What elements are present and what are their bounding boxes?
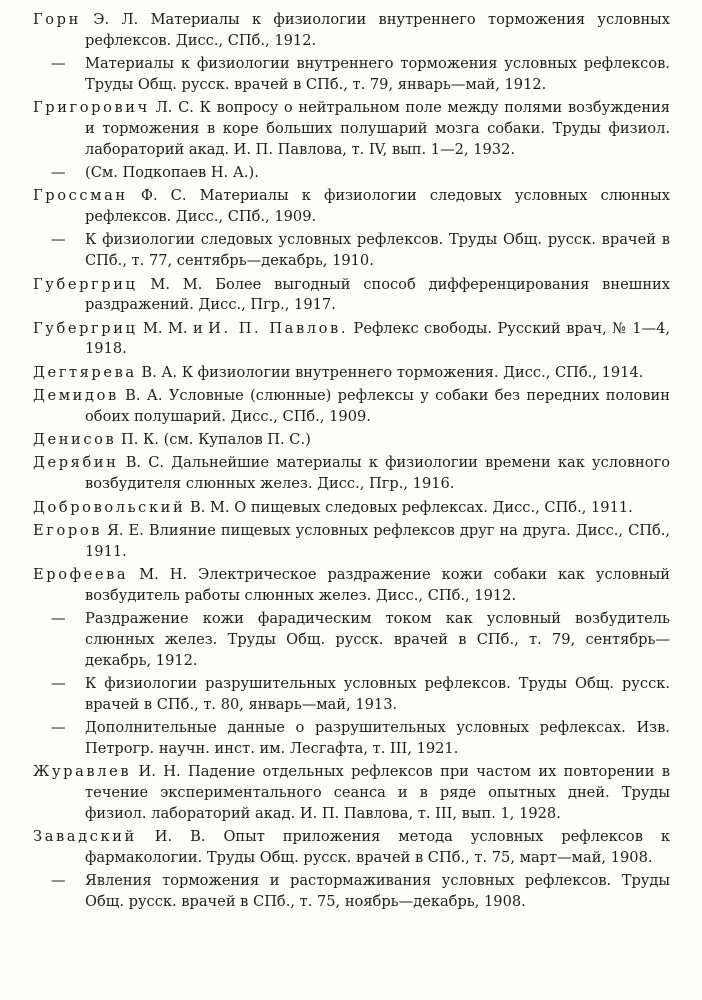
- entry-text: Явления торможения и растормаживания условных рефлексов. Труды Общ. русск. врачей в СПб., т. 75, ноябрь—декабрь, 1908.: [85, 872, 670, 910]
- entry-author: Дегтярева: [33, 363, 137, 381]
- bibliography-entry: [33, 186, 670, 228]
- bibliography-entry: [33, 163, 670, 184]
- entry-dash: —: [51, 55, 66, 73]
- entry-initials: П. К.: [120, 431, 159, 449]
- bibliography-entry: [33, 363, 670, 384]
- entry-initials: В. А.: [141, 363, 178, 381]
- entry-text: К физиологии следовых условных рефлексов. Труды Общ. русск. врачей в СПб., т. 77, сентябрь—декабрь, 1910.: [85, 231, 670, 270]
- bibliography-entry: [33, 871, 670, 913]
- bibliography-entry: [33, 386, 670, 428]
- bibliography-entry: [33, 275, 670, 317]
- entry-dash: —: [51, 231, 66, 249]
- entry-text: Материалы к физиологии следовых условных слюнных рефлексов. Дисс., СПб., 1909.: [85, 187, 671, 226]
- entry-initials: В. С.: [125, 454, 165, 472]
- entry-text: (См. Подкопаев Н. А.).: [85, 164, 259, 182]
- entry-initials: Э. Л.: [93, 11, 139, 28]
- bibliography-entry: [33, 98, 670, 160]
- entry-text: Дополнительные данные о разрушительных условных рефлексах. Изв. Петрогр. научн. инст. им. Лесгафта, т. III, 1921.: [85, 719, 670, 757]
- bibliography-entry: [33, 10, 670, 52]
- entry-text: К физиологии внутреннего торможения. Дисс., СПб., 1914.: [181, 363, 644, 381]
- entry-author: Демидов: [33, 387, 119, 405]
- bibliography-entry: [33, 827, 670, 869]
- entry-text: Материалы к физиологии внутреннего торможения условных рефлексов. Дисс., СПб., 1912.: [85, 11, 671, 49]
- entry-initials: В. М.: [189, 498, 230, 516]
- entry-dash: —: [51, 610, 66, 628]
- entry-text: Рефлекс свободы. Русский врач, № 1—4, 1918.: [85, 319, 671, 358]
- entry-text: Влияние пищевых условных рефлексов друг на друга. Дисс., СПб., 1911.: [85, 521, 671, 560]
- entry-author: Добровольский: [33, 498, 186, 516]
- bibliography-entry: [33, 319, 670, 361]
- bibliography-entry: [33, 430, 670, 451]
- entry-author: Дерябин: [33, 454, 119, 472]
- entry-author: Денисов: [33, 431, 117, 449]
- bibliography-entry: [33, 674, 670, 716]
- entry-initials: М. Н.: [139, 565, 188, 583]
- entry-initials: М. М. и: [142, 319, 203, 337]
- entry-initials: Ф. С.: [140, 187, 187, 205]
- entry-coauthor: И. П. Павлов.: [208, 319, 349, 337]
- entry-dash: —: [51, 674, 66, 692]
- entry-initials: И. В.: [154, 827, 206, 845]
- bibliography-entry: [33, 565, 670, 607]
- bibliography-entry: [33, 718, 670, 760]
- entry-text: Раздражение кожи фарадическим током как условный возбудитель слюнных желез. Труды Общ. русск. врачей в СПб., т. 79, сентябрь—декабрь, 1912.: [85, 610, 670, 669]
- entry-text: Опыт приложения метода условных рефлексов к фармакологии. Труды Общ. русск. врачей в СПб., т. 75, март—май, 1908.: [85, 827, 671, 866]
- entry-text: Более выгодный способ дифференцирования внешних раздражений. Дисс., Пгр., 1917.: [85, 275, 670, 314]
- entry-text: Условные (слюнные) рефлексы у собаки без передних половин обоих полушарий. Дисс., СПб., 1909.: [85, 387, 670, 425]
- entry-initials: Л. С.: [155, 99, 194, 117]
- entry-initials: Я. Е.: [107, 521, 144, 539]
- entry-author: Егоров: [33, 521, 103, 539]
- entry-text: Материалы к физиологии внутреннего торможения условных рефлексов. Труды Общ. русск. врачей в СПб., т. 79, январь—май, 1912.: [85, 55, 670, 93]
- entry-text: К вопросу о нейтральном поле между полями возбуждения и торможения в коре больших полушарий мозга собаки. Труды физиол. лабораторий акад. И. П. Павлова, т. IV, вып. 1—2, 1932.: [85, 99, 671, 158]
- entry-initials: И. Н.: [138, 763, 181, 781]
- bibliography-entry: [33, 498, 670, 519]
- bibliography-entry: [33, 54, 670, 96]
- entry-initials: В. А.: [125, 387, 163, 405]
- entry-dash: —: [51, 872, 66, 890]
- entry-text: (см. Купалов П. С.): [163, 431, 311, 449]
- entry-author: Завадский: [33, 827, 137, 845]
- entry-text: Электрическое раздражение кожи собаки как условный возбудитель работы слюнных желез. Дисс., СПб., 1912.: [85, 565, 671, 604]
- entry-text: К физиологии разрушительных условных рефлексов. Труды Общ. русск. врачей в СПб., т. 80, январь—май, 1913.: [85, 674, 670, 713]
- entry-initials: М. М.: [150, 275, 203, 293]
- bibliography-entry: [33, 521, 670, 563]
- entry-text: Падение отдельных рефлексов при частом их повторении в течение экспериментального сеанса и в ряде опытных дней. Труды физиол. лабораторий акад. И. П. Павлова, т. III, вып. 1, 1928.: [85, 763, 671, 822]
- bibliography-entry: [33, 609, 670, 671]
- entry-author: Журавлев: [33, 763, 132, 781]
- bibliography-entry: [33, 230, 670, 272]
- entry-text: Дальнейшие материалы к физиологии времени как условного возбудителя слюнных желез. Дисс., Пгр., 1916.: [85, 454, 671, 493]
- entry-text: О пищевых следовых рефлексах. Дисс., СПб., 1911.: [234, 498, 633, 516]
- bibliography-entry: [33, 453, 670, 495]
- entry-author: Гроссман: [33, 187, 128, 205]
- entry-dash: —: [51, 719, 66, 736]
- entry-author: Губергриц: [33, 275, 138, 293]
- entry-author: Горн: [33, 11, 81, 28]
- entry-dash: —: [51, 164, 66, 182]
- entry-author: Ерофеева: [33, 565, 129, 583]
- entry-author: Григорович: [33, 99, 150, 117]
- bibliography-entry: [33, 762, 670, 824]
- bibliography-list: [33, 10, 670, 915]
- entry-author: Губергриц: [33, 319, 138, 337]
